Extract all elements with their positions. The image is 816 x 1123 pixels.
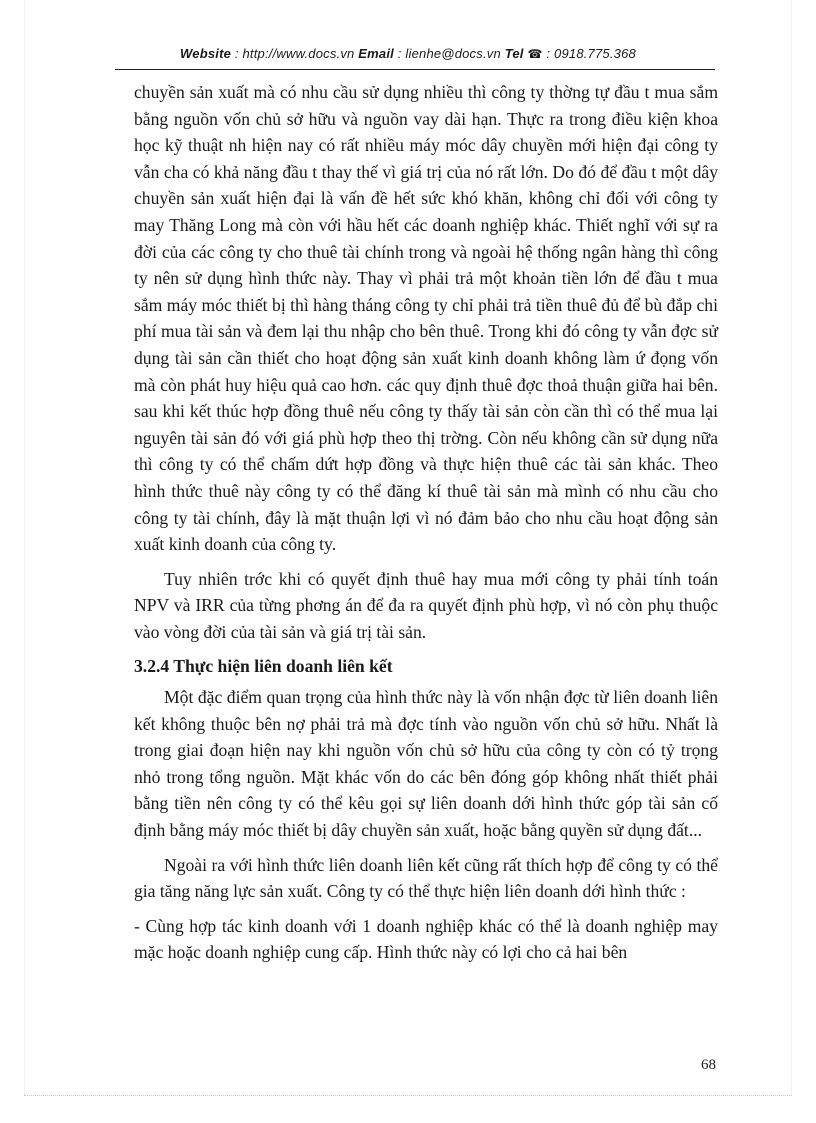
page-border-bottom (24, 1095, 792, 1096)
paragraph-4: Ngoài ra với hình thức liên doanh liên kết cũng rất thích hợp để công ty có thể gia tăng năng lực sản xuất. Công ty có thể thực hiện liên doanh dới hình thức : (134, 854, 718, 902)
header-divider (115, 69, 715, 70)
section-heading: 3.2.4 Thực hiện liên doanh liên kết (134, 656, 393, 677)
paragraph-3: Một đặc điểm quan trọng của hình thức này là vốn nhận đợc từ liên doanh liên kết không thuộc bên nợ phải trả mà đợc tính vào nguồn vốn chủ sở hữu. Nhất là trong giai đoạn hiện nay khi nguồn vốn chủ sở hữu của công ty còn có tỷ trọng nhỏ trong tổng nguồn. Mặt khác vốn do các bên đóng góp không nhất thiết phải bằng tiền nên công ty có thể kêu gọi sự liên doanh dới hình thức góp tài sản cố định bằng máy móc thiết bị dây chuyền sản xuất, hoặc bằng quyền sử dụng đất... (134, 687, 718, 841)
page-border-left (24, 0, 25, 1095)
website-label: Website (180, 46, 232, 61)
email-label: Email (358, 46, 394, 61)
phone-icon: ☎ (527, 47, 543, 61)
email-value: : lienhe@docs.vn (397, 46, 501, 61)
paragraph-2: Tuy nhiên trớc khi có quyết định thuê hay mua mới công ty phải tính toán NPV và IRR của từng phơng án để đa ra quyết định phù hợp, vì nó còn phụ thuộc vào vòng đời của tài sản và giá trị tài sản. (134, 568, 718, 642)
paragraph-1: chuyền sản xuất mà có nhu cầu sử dụng nhiều thì công ty thờng tự đầu t mua sắm bằng nguồn vốn chủ sở hữu và nguồn vay dài hạn. Thực ra trong điều kiện khoa học kỹ thuật nh hiện nay có rất nhiều máy móc dây chuyền mới hiện đại công ty vẫn cha có khả năng đầu t thay thế vì giá trị của nó rất lớn. Do đó để đầu t một dây chuyền sản xuất hiện đại là vấn đề hết sức khó khăn, không chỉ đối với công ty may Thăng Long mà còn với hầu hết các doanh nghiệp khác. Thiết nghĩ với sự ra đời của các công ty cho thuê tài chính trong và ngoài hệ thống ngân hàng thì công ty nên sử dụng hình thức này. Thay vì phải trả một khoản tiền lớn để đầu t mua sắm máy móc thiết bị thì hàng tháng công ty chỉ phải trả tiền thuê đủ để bù đắp chi phí mua tài sản và đem lại thu nhập cho bên thuê. Trong khi đó công ty vẫn đợc sử dụng tài sản cần thiết cho hoạt động sản xuất kinh doanh không làm ứ đọng vốn mà còn phát huy hiệu quả cao hơn. các quy định thuê đợc thoả thuận giữa hai bên. sau khi kết thúc hợp đồng thuê nếu công ty thấy tài sản còn cần thì có thể mua lại nguyên tài sản đó với giá phù hợp theo thị trờng. Còn nếu không cần sử dụng nữa thì công ty có thể chấm dứt hợp đồng và thực hiện thuê các tài sản khác. Theo hình thức thuê này công ty có thể đăng kí thuê tài sản mà mình có nhu cầu cho công ty tài chính, đây là mặt thuận lợi vì nó đảm bảo cho nhu cầu hoạt động sản xuất kinh doanh của công ty. (134, 82, 718, 555)
page-border-right (791, 0, 792, 1095)
document-body (134, 79, 718, 974)
page-number: 68 (701, 1057, 716, 1073)
tel-value: : 0918.775.368 (546, 46, 636, 61)
tel-label: Tel (504, 46, 524, 61)
page-header (0, 46, 816, 61)
paragraph-5: - Cùng hợp tác kinh doanh với 1 doanh nghiệp khác có thể là doanh nghiệp may mặc hoặc doanh nghiệp cung cấp. Hình thức này có lợi cho cả hai bên (134, 915, 718, 963)
website-value: : http://www.docs.vn (234, 46, 355, 61)
